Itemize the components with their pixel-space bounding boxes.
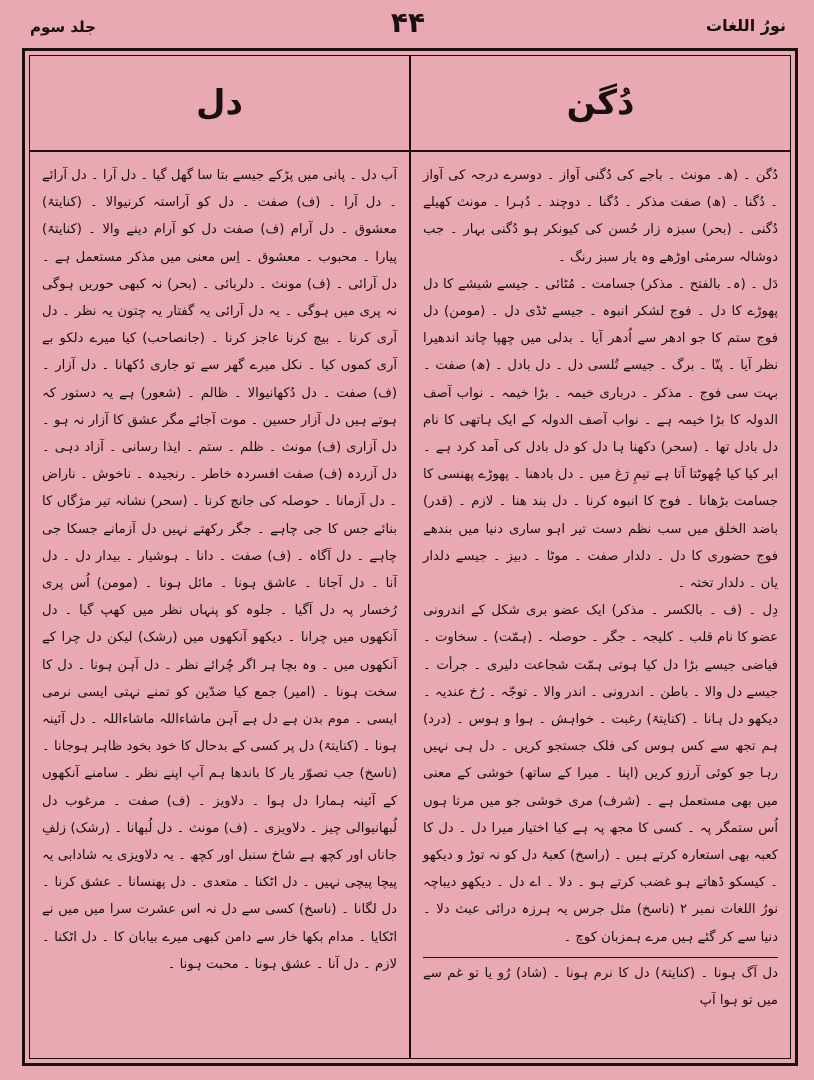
left-column-heading: دل xyxy=(30,56,411,150)
entry-dal: دَل ۔ (ہ۔ بالفتح ۔ مذکر) جسامت ۔ مُٹائی ۔ جیسے شیشے کا دل پھوڑے کا دل ۔ فوج لشکر انبوہ ۔ جیسے ٹڈی دل ۔ (مومن) دل فوج ستم کا جو ادھر سے اُدھر آیا ۔ بدلی میں چھپا چاند اندھیرا نظر آیا ۔ پتّا ۔ برگ ۔ جیسے تُلسی دل ۔ دل بادل ۔ (ھ) صفت ۔ بہت سی فوج ۔ مذکر ۔ درباری خیمہ ۔ بڑا خیمہ ۔ نواب آصف الدولہ کا بڑا خیمہ ہے ۔ نواب آصف الدولہ کے ایک ہاتھی کا نام دل بادل تھا ۔ (سحر) دکھنا ہا دل کو دل بادل کی آمد کرد ہے ۔ ابر کیا کیا چُھوٹتا آتا ہے تیمِ رَغ میں ۔ دل بادھنا ۔ پھوڑے پھنسی کا جسامت بڑھانا ۔ فوج کا انبوہ کرنا ۔ دل بند ھنا ۔ لازم ۔ (قدر) باضد الخلق میں سب نظم دست تیر اہو ساری دنیا میں بندھے فوج حضوری کا دل ۔ دلدار صفت ۔ موٹا ۔ دبیز ۔ جیسے دلدار یان ۔ دلدار تختہ ۔ xyxy=(423,276,778,592)
right-column xyxy=(411,152,790,1058)
entry-dugan: دُگن ۔ (ھ۔ مونث ۔ باجے کی دُگنی آواز ۔ دوسرے درجہ کی آواز ۔ دُگنا ۔ (ھ) صفت مذکر ۔ دُگنا ۔ دوچند ۔ دُہرا ۔ مونث کھیلے دُگنی ۔ (بحر) سبزہ زار حُسن کی کیونکر ہو دُگنی بہار ۔ جب دوشالہ سرمئی اوڑھے وہ یار سبز رنگ ۔ xyxy=(423,168,778,265)
dictionary-title: نورُ اللغات xyxy=(706,16,786,35)
column-headings xyxy=(30,56,790,152)
entry-dil: دِل ۔ (ف ۔ بالکسر ۔ مذکر) ایک عضو بری شکل کے اندرونی عضو کا نام قلب ۔ کلیجہ ۔ جگر ۔ حوصلہ ۔ (ہمّت) ۔ سخاوت ۔ فیاضی جیسے بڑا دل کیا ہوتی ہمّت شجاعت دلیری ۔ جرأت ۔ جیسے دل والا ۔ باطن ۔ اندرونی ۔ اندر والا ۔ توجّہ ۔ رُخ عندیہ ۔ دیکھو دل ہانا ۔ (کنایتہً) رغبت ۔ خواہش ۔ ہوا و ہوس ۔ (درد) ہم تجھ سے کس ہوس کی فلک جستجو کریں ۔ دل ہی نہیں رہا جو کوئی آرزو کریں (اپنا ۔ میرا کے ساتھ) خوشی کے معنی میں بھی مستعمل ہے ۔ (شرف) مری خوشی جو میں مرتا ہوں اُس ستمگر پہ ۔ کسی کا مجھ پہ ہے کیا اختیار میرا دل ۔ دل کا کعبہ بھی استعارہ کرتے ہیں ۔ (راسخ) کعبۂ دل کو نہ توڑ و دیکھو ۔ کیسکو ڈھاتے ہو غضب کرتے ہو ۔ دلا ۔ اے دل ۔ دیکھو دیباچہ نورُ اللغات نمبر ۲ (ناسخ) مثل جرس یہ ہرزہ درائی عبث دلا ۔ دنیا سے کر گئے ہیں مرے ہمزبان کوچ ۔ xyxy=(423,603,778,945)
running-header xyxy=(30,6,786,46)
left-column xyxy=(30,152,411,1058)
page-number: ۴۴ xyxy=(390,6,426,39)
footer-line: دل آگ ہونا ۔ (کنایتہً) دل کا نرم ہونا ۔ (شاد) رُو یا تو غم سے میں تو ہوا آپ xyxy=(423,957,778,1014)
dictionary-columns xyxy=(30,152,790,1058)
right-column-heading: دُگن xyxy=(566,83,635,123)
volume-label: جلد سوم xyxy=(30,18,96,36)
page-frame xyxy=(22,48,798,1066)
entry-dil-compounds: آب دل ۔ پانی میں پڑکے جیسے بتا سا گھل گیا ۔ دل آرا ۔ دل آرائے ۔ دل آرا ۔ (ف) صفت ۔ دل کو آراستہ کرنیوالا ۔ (کنایتہً) معشوق ۔ دل آرام (ف) صفت دل کو آرام دینے والا ۔ (کنایتہً) پیارا ۔ محبوب ۔ معشوق ۔ اِس معنی میں مذکر مستعمل ہے ۔ دل آرائی ۔ (ف) مونث ۔ دلربائی ۔ (بحر) نہ کبھی حوریں ہوگی نہ پری میں ہوگی ۔ یہ دل آرائی یہ گفتار یہ چتون یہ نظر ۔ دل آری کرنا ۔ بیچ کرنا عاجز کرنا ۔ (جانصاحب) کیا میرے دلکو بے آری کموں کیا ۔ نکل میرے گھر سے تو جاری دُکھانا ۔ دل آزار ۔ (ف) صفت ۔ دل دُکھانیوالا ۔ ظالم ۔ (شعور) ہے یہ دستور کہ ہوتے ہیں دل آزار حسین ۔ موت آجائے مگر عشق کا آزار نہ ہو ۔ دل آزاری (ف) مونث ۔ ظلم ۔ ستم ۔ ایذا رسانی ۔ آزاد دہی ۔ دل آزردہ (ف) صفت افسردہ خاطر ۔ رنجیدہ ۔ ناخوش ۔ ناراض ۔ دل آزمانا ۔ حوصلہ کی جانچ کرنا ۔ (سحر) نشانہ تیر مژگاں کا بنائے جس کا جی چاہے ۔ جگر رکھتے نہیں دل آزمانے جسکا جی چاہے ۔ دل آگاہ ۔ (ف) صفت ۔ دانا ۔ ہوشیار ۔ بیدار دل ۔ دل آنا ۔ دل آجانا ۔ عاشق ہونا ۔ مائل ہونا ۔ (مومن) اُس پری رُخسار پہ دل آگیا ۔ جلوہ کو پنہاں نظر میں کھپ گیا ۔ دل آنکھوں میں چرانا ۔ دیکھو آنکھوں میں (رشک) لیکن دل چرا کے آنکھوں میں ۔ وہ بچا ہر اگر چُرائے نظر ۔ دل آہن ہونا ۔ دل کا سخت ہونا ۔ (امیر) جمع کیا ضدّین کو تمنے نہتی ایسی نرمی ایسی ۔ موم بدن ہے دل ہے آہن ماشاءاللہ ماشاءاللہ ۔ دل آئینہ ہونا ۔ (کنایتہً) دل پر کسی کے بدحال کا خود بخود ظاہر ہوجانا ۔ (ناسخ) جب تصوّر یار کا باندھا ہم آپ اپنے نظر ۔ سامنے آنکھوں کے آئینہ ہمارا دل ہوا ۔ دلاویز ۔ (ف) صفت ۔ مرغوب دل لُبھانیوالی چیز ۔ دلاویزی ۔ (ف) مونث ۔ دل لُبھانا ۔ (رشک) زلفِ جاناں اور کچھ ہے شاخ سنبل اور کچھ ۔ یہ دلاویزی یہ شادابی یہ پیچا پیچی نہیں ۔ دل اٹکنا ۔ متعدی ۔ دل پھنسانا ۔ عشق کرنا ۔ دل لگانا ۔ (ناسخ) کسی سے دل نہ اس عشرت سرا میں میں نے اٹکایا ۔ مدام بکھا خار سے دامن کبھی میرے بیابان کا ۔ دل اٹکنا ۔ لازم ۔ دل آنا ۔ عشق ہونا ۔ محبت ہونا ۔ xyxy=(42,168,397,972)
